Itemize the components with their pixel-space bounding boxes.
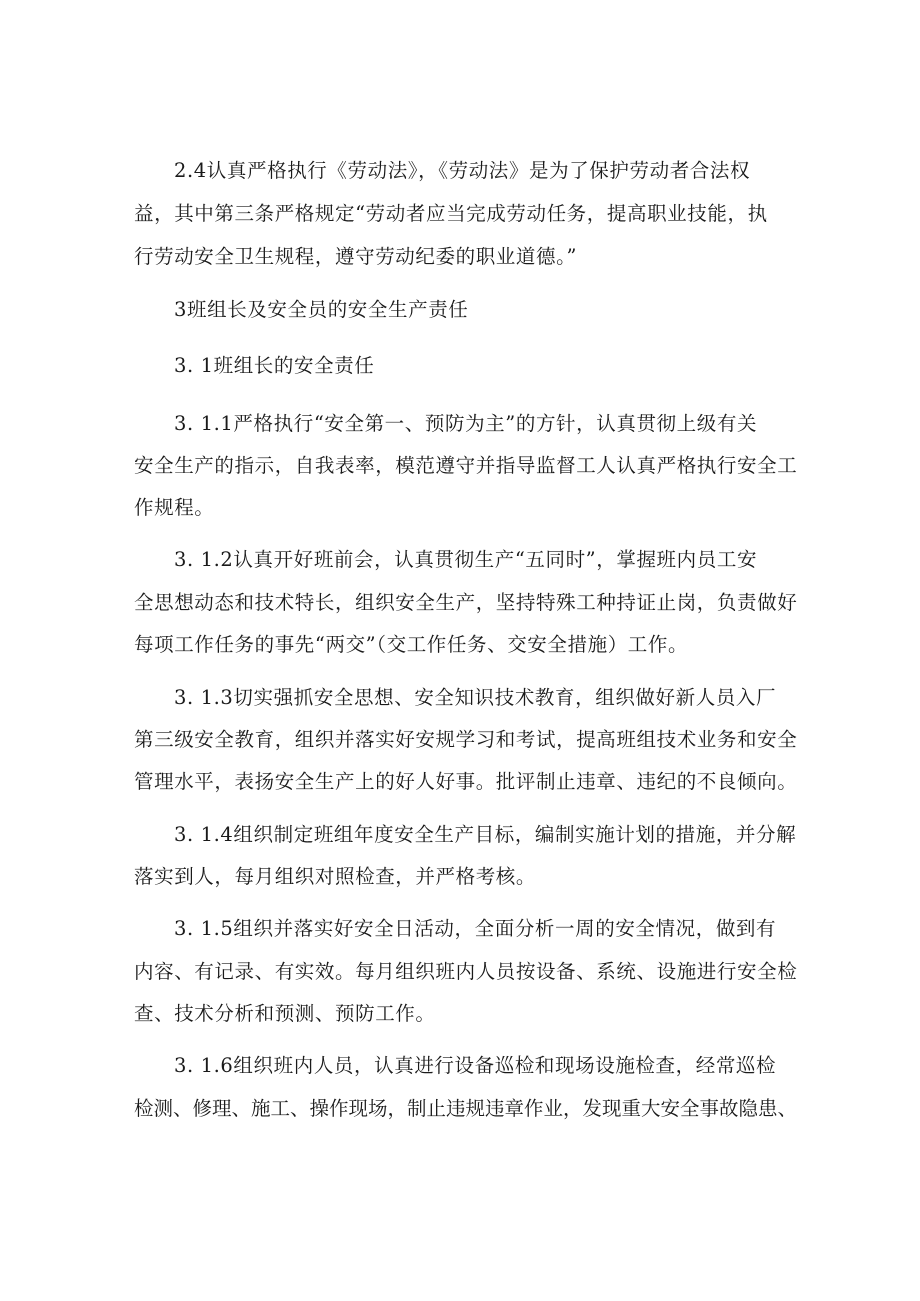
paragraph-line: 益，其中第三条严格规定“劳动者应当完成劳动任务，提高职业技能，执 bbox=[134, 202, 768, 225]
paragraph-line: 查、技术分析和预测、预防工作。 bbox=[134, 1002, 436, 1025]
paragraph-line: 安全生产的指示，自我表率，模范遵守并指导监督工人认真严格执行安全工 bbox=[134, 454, 798, 477]
paragraph-line: 每项工作任务的事先“两交”（交工作任务、交安全措施）工作。 bbox=[134, 633, 689, 656]
paragraph-line: 落实到人，每月组织对照检查，并严格考核。 bbox=[134, 865, 537, 888]
section-heading: 3. 1班组长的安全责任 bbox=[174, 354, 375, 377]
paragraph-line: 管理水平，表扬安全生产上的好人好事。批评制止违章、违纪的不良倾向。 bbox=[134, 770, 798, 793]
paragraph-line: 3. 1.3切实强抓安全思想、安全知识技术教育，组织做好新人员入厂 bbox=[174, 686, 777, 709]
paragraph-line: 检测、修理、施工、操作现场，制止违规违章作业，发现重大安全事故隐患、 bbox=[134, 1097, 798, 1120]
paragraph-line: 3. 1.1严格执行“安全第一、预防为主”的方针，认真贯彻上级有关 bbox=[174, 412, 758, 435]
paragraph-line: 3. 1.5组织并落实好安全日活动，全面分析一周的安全情况，做到有 bbox=[174, 917, 777, 940]
paragraph-line: 行劳动安全卫生规程，遵守劳动纪委的职业道德。” bbox=[134, 245, 578, 268]
paragraph-line: 3. 1.4组织制定班组年度安全生产目标，编制实施计划的措施，并分解 bbox=[174, 823, 797, 846]
paragraph-line: 全思想动态和技术特长，组织安全生产，坚持特殊工种持证止岗，负责做好 bbox=[134, 591, 798, 614]
paragraph-line: 作规程。 bbox=[134, 496, 215, 519]
paragraph-line: 3. 1.6组织班内人员，认真进行设备巡检和现场设施检查，经常巡检 bbox=[174, 1054, 777, 1077]
paragraph-line: 第三级安全教育，组织并落实好安规学习和考试，提高班组技术业务和安全 bbox=[134, 728, 798, 751]
section-heading: 3班组长及安全员的安全生产责任 bbox=[174, 298, 469, 321]
paragraph-line: 3. 1.2认真开好班前会，认真贯彻生产“五同时”，掌握班内员工安 bbox=[174, 548, 758, 571]
paragraph-line: 2.4认真严格执行《劳动法》，《劳动法》是为了保护劳动者合法权 bbox=[174, 159, 751, 182]
paragraph-line: 内容、有记录、有实效。每月组织班内人员按设备、系统、设施进行安全检 bbox=[134, 960, 798, 983]
